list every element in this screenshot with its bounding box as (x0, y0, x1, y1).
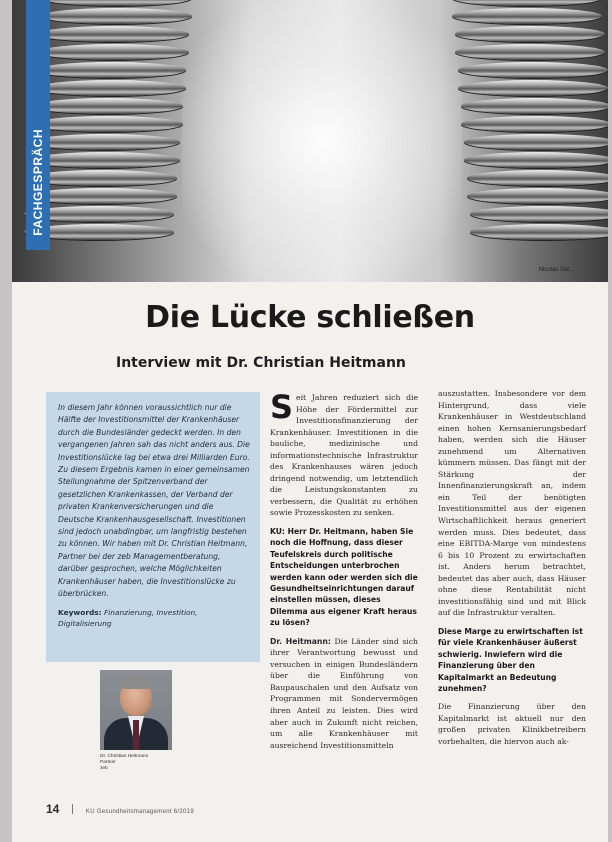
intro-text: eit Jahren reduziert sich die Höhe der Fördermittel zur Investitionsfinanzierung der Krankenhäuser. Investitionen in die bauliche, medizinische und informationstechnische Infrastruktur des Krankenhauses wären jedoch dringend notwendig, um letztendlich die Leistungskonstanten zu verbessern, die Qualität zu erhöhen sowie Prozesskosten zu senken. (270, 393, 418, 518)
footer-divider (72, 804, 73, 814)
coin-stack-right (452, 0, 602, 242)
abstract-box (46, 392, 260, 662)
caption-role: Partner (100, 760, 116, 765)
page-number: 14 (46, 802, 60, 816)
section-tab (26, 0, 50, 250)
answer-continuation: auszustatten. Insbesondere vor dem Hintergrund, dass viele Krankenhäuser in Westdeutschland einen hohen Kernsanierungsbedarf haben, werden sich die Häuser zunehmend um Alternativen kümmern müssen. Das fängt mit der Stärkung der Innenfinanzierungskraft an, indem ein Teil der benötigten Investitionsmittel aus der eigenen Wirtschaftlichkeit heraus generiert werden muss. Dies bedeutet, dass eine EBITDA-Marge von mindestens 6 bis 10 Prozent zu erwirtschaften ist. Anders herum betrachtet, bedeutet das aber auch, dass Häuser ohne diese Rentabilität nicht investitionsfähig sind und mit Blick auf die Infrastruktur veralten. (438, 389, 586, 618)
keywords-label: Keywords: (58, 607, 102, 617)
answer-speaker: Dr. Heitmann: (270, 636, 331, 646)
interview-question-1: KU: Herr Dr. Heitmann, haben Sie noch die Hoffnung, dass dieser Teufelskreis durch politische Entscheidungen unterbrochen werden kann oder werden sich die Gesundheitseinrichtungen darauf einstellen müssen, dieses Dilemma aus eigener Kraft heraus zu lösen? (270, 527, 418, 628)
photo-credit: Nicolas Sor... (538, 267, 574, 273)
portrait-caption (100, 754, 148, 772)
section-tab-label: FACHGESPRÄCH (31, 129, 45, 236)
journal-name: KU Gesundheitsmanagement 6/2019 (85, 809, 194, 815)
answer-paragraph-1 (270, 636, 418, 751)
interview-question-2: Diese Marge zu erwirtschaften ist für viele Krankenhäuser äußerst schwierig. Inwiefern wird die Finanzierung über den Kapitalmarkt an Bedeutung zunehmen? (438, 626, 583, 693)
caption-name: Dr. Christian Heitmann (100, 754, 149, 759)
hero-photo-coin-stacks (12, 0, 608, 282)
answer-paragraph-2: Die Finanzierung über den Kapitalmarkt ist aktuell nur den großen privaten Klinikbetreibern vorbehalten, die hiervon auch ak- (438, 702, 586, 747)
article-title: Die Lücke schließen (145, 300, 475, 335)
intro-paragraph (270, 388, 418, 519)
keywords-values: Finanzierung, Investition, Digitalisierung (58, 607, 198, 628)
article-subtitle: Interview mit Dr. Christian Heitmann (116, 355, 406, 371)
drop-cap: S (270, 388, 294, 426)
text-column-1 (270, 388, 418, 758)
answer-text-1: Die Länder sind sich ihrer Verantwortung bewusst und versuchen in einigen Bundesländern über die Einführung von Baupauschalen und den Aufsatz von Programmen mit Sondervermögen ihren Anteil zu leisten. Dies wird aber auch in Zukunft nicht reichen, um alle Krankenhäuser mit ausreichend Investitionsmitteln (270, 636, 418, 750)
text-column-2 (438, 388, 586, 755)
hero-light-glow (182, 0, 462, 282)
page-footer (46, 802, 194, 816)
coin-stack-left (42, 0, 192, 242)
portrait-photo (100, 670, 172, 750)
abstract-text: In diesem Jahr können voraussichtlich nur die Hälfte der Investitionsmittel der Krankenhäuser durch die Bundesländer gedeckt werden. In den vergangenen Jahren sah das nicht anders aus. Die Investitionslücke lag bei etwa drei Milliarden Euro. Zu diesem Ergebnis kamen in einer gemeinsamen Stellungnahme der Spitzenverband der gesetzlichen Krankenkassen, der Verband der privaten Krankenversicherungen und die Deutsche Krankenhausgesellschaft. Investitionen sind jedoch unabdingbar, um langfristig bestehen zu können. Wir haben mit Dr. Christian Heitmann, Partner bei der zeb Managementberatung, darüber gesprochen, welche Möglichkeiten Krankenhäuser haben, die Investitionslücke zu überbrücken. (58, 403, 250, 599)
magazine-page (12, 0, 608, 842)
keywords-line (58, 607, 250, 629)
caption-org: zeb (100, 766, 108, 771)
